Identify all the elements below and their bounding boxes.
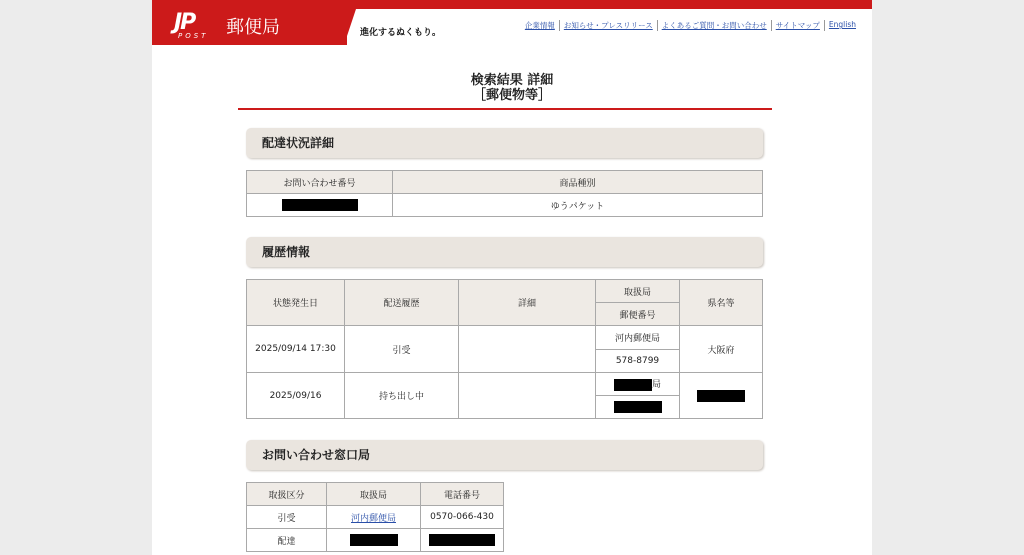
page-container (152, 0, 872, 555)
contact-type-cell: 配達 (247, 529, 327, 552)
column-header-status: 配送履歴 (345, 280, 459, 326)
title-divider (238, 108, 772, 110)
redaction-block (614, 401, 662, 413)
history-detail-cell (459, 326, 596, 373)
history-status-cell: 持ち出し中 (345, 373, 459, 419)
column-header-postal-code: 郵便番号 (596, 303, 680, 326)
redaction-block (697, 390, 745, 402)
contact-phone-cell: 0570-066-430 (421, 506, 504, 529)
section-heading-history: 履歴情報 (246, 237, 763, 267)
logo-tail-shape (344, 9, 356, 45)
office-suffix: 局 (651, 380, 661, 391)
history-date-cell: 2025/09/16 (247, 373, 345, 419)
history-date-cell: 2025/09/14 17:30 (247, 326, 345, 373)
nav-link-news[interactable]: お知らせ・プレスリリース (559, 20, 657, 31)
nav-link-corporate[interactable]: 企業情報 (524, 21, 555, 30)
jp-logo-mark: JP (174, 10, 195, 35)
history-prefecture-cell (680, 373, 763, 419)
site-logo-title: 郵便局 (226, 17, 280, 38)
page-title-line1: 検索結果 詳細 (470, 73, 554, 88)
redaction-block (614, 379, 652, 391)
post-logo-text: POST (178, 32, 209, 40)
column-header-handling-type: 取扱区分 (247, 483, 327, 506)
contact-type-cell: 引受 (247, 506, 327, 529)
tagline: 進化するぬくもり。 (360, 28, 442, 38)
history-prefecture-cell: 大阪府 (680, 326, 763, 373)
nav-link-faq[interactable]: よくあるご質問・お問い合わせ (657, 20, 771, 31)
contact-phone-cell (421, 529, 504, 552)
redaction-block (429, 534, 495, 546)
contact-office-link[interactable]: 河内郵便局 (350, 513, 396, 524)
contact-office-cell (327, 529, 421, 552)
column-header-prefecture: 県名等 (680, 280, 763, 326)
redaction-block (282, 199, 358, 211)
contact-office-cell (327, 506, 421, 529)
column-header-office: 取扱局 (596, 280, 680, 303)
nav-link-english[interactable]: English (824, 20, 860, 31)
nav-link-sitemap[interactable]: サイトマップ (771, 20, 824, 31)
product-type-cell: ゆうパケット (393, 194, 763, 217)
column-header-detail: 詳細 (459, 280, 596, 326)
history-office-cell: 河内郵便局 (596, 326, 680, 350)
page-title (152, 73, 872, 103)
history-postal-cell: 578-8799 (596, 350, 680, 373)
column-header-tracking-number: お問い合わせ番号 (247, 171, 393, 194)
redaction-block (350, 534, 398, 546)
history-status-cell: 引受 (345, 326, 459, 373)
history-postal-cell (596, 396, 680, 419)
column-header-phone: 電話番号 (421, 483, 504, 506)
section-heading-delivery-status: 配達状況詳細 (246, 128, 763, 158)
history-table (246, 279, 763, 419)
column-header-product-type: 商品種別 (393, 171, 763, 194)
column-header-date: 状態発生日 (247, 280, 345, 326)
history-detail-cell (459, 373, 596, 419)
page-title-line2: ［郵便物等］ (472, 88, 551, 103)
tracking-number-cell (247, 194, 393, 217)
history-office-cell (596, 373, 680, 396)
section-heading-contact-office: お問い合わせ窓口局 (246, 440, 763, 470)
contact-office-table (246, 482, 504, 552)
column-header-office: 取扱局 (327, 483, 421, 506)
logo-block[interactable] (152, 0, 347, 45)
delivery-status-table (246, 170, 763, 217)
header-nav (521, 20, 860, 31)
